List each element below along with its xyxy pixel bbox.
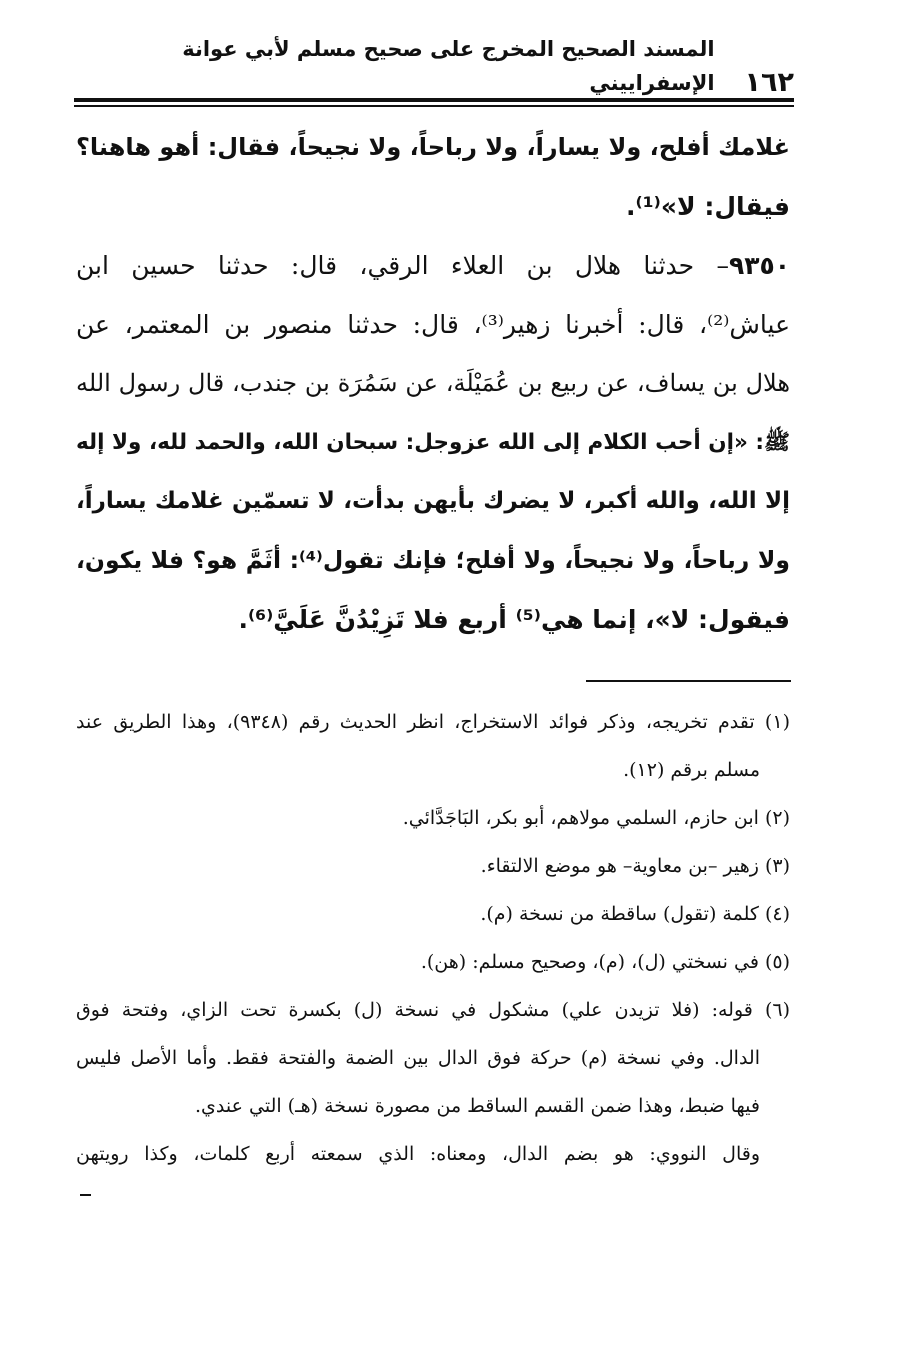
running-title: المسند الصحيح المخرج على صحيح مسلم لأبي عوانة الإسفراييني <box>182 37 715 95</box>
body-line: إلا الله، والله أكبر، لا يضرك بأيهن بدأت، لا تسمّين غلامك يساراً، <box>76 488 790 514</box>
header-rule-thin <box>74 105 794 107</box>
footnote-line: (٢) ابن حازم، السلمي مولاهم، أبو بكر، البَاجَدَّائي. <box>402 807 790 829</box>
page-number: ١٦٢ <box>744 67 794 98</box>
body-line: هلال بن يساف، عن ربيع بن عُمَيْلَة، عن سَمُرَة بن جندب، قال رسول الله <box>76 369 790 397</box>
body-line: عياش⁽²⁾، قال: أخبرنا زهير⁽³⁾، قال: حدثنا منصور بن المعتمر، عن <box>76 310 790 339</box>
header-rule-thick <box>74 98 794 102</box>
footnote-separator <box>586 680 791 682</box>
body-line: ولا رباحاً، ولا نجيحاً، ولا أفلح؛ فإنك تقول⁽⁴⁾: أثَمَّ هو؟ فلا يكون، <box>76 546 790 574</box>
body-line: غلامك أفلح، ولا يساراً، ولا رباحاً، ولا نجيحاً، فقال: أهو هاهنا؟ <box>76 133 790 161</box>
footnote-line: (٥) في نسختي (ل)، (م)، وصحيح مسلم: (هن). <box>420 951 790 973</box>
body-line: ﷺ: «إن أحب الكلام إلى الله عزوجل: سبحان الله، والحمد لله، ولا إله <box>76 430 790 455</box>
hadith-number: ٩٣٥٠ <box>728 251 790 280</box>
footnote-line: فيها ضبط، وهذا ضمن القسم الساقط من مصورة نسخة (هـ) التي عندي. <box>195 1095 760 1117</box>
footnote-line: مسلم برقم (١٢). <box>623 759 760 781</box>
hadith-body <box>76 118 790 649</box>
body-line <box>76 236 790 295</box>
page-header <box>74 37 794 100</box>
footnote-line: (١) تقدم تخريجه، وذكر فوائد الاستخراج، انظر الحديث رقم (٩٣٤٨)، وهذا الطريق عند <box>76 711 790 733</box>
footnote-line: وقال النووي: هو بضم الدال، ومعناه: الذي سمعته أربع كلمات، وكذا رويتهن <box>76 1143 760 1165</box>
body-line-text: – حدثنا هلال بن العلاء الرقي، قال: حدثنا حسين ابن <box>76 251 729 280</box>
footnotes <box>76 698 790 1178</box>
footnote-line: (٦) قوله: (فلا تزيدن علي) مشكول في نسخة (ل) بكسرة تحت الزاي، وفتحة فوق <box>76 999 790 1021</box>
body-line: فيقال: لا»⁽¹⁾. <box>626 192 790 221</box>
continuation-dash <box>80 1194 91 1196</box>
footnote-line: (٤) كلمة (تقول) ساقطة من نسخة (م). <box>480 903 790 925</box>
body-line: فيقول: لا»، إنما هي⁽⁵⁾ أربع فلا تَزِيْدُنَّ عَلَيَّ⁽⁶⁾. <box>238 605 790 634</box>
footnote-line: الدال. وفي نسخة (م) حركة فوق الدال بين الضمة والفتحة فقط. وأما الأصل فليس <box>76 1047 760 1069</box>
footnote-line: (٣) زهير –بن معاوية– هو موضع الالتقاء. <box>480 855 790 877</box>
